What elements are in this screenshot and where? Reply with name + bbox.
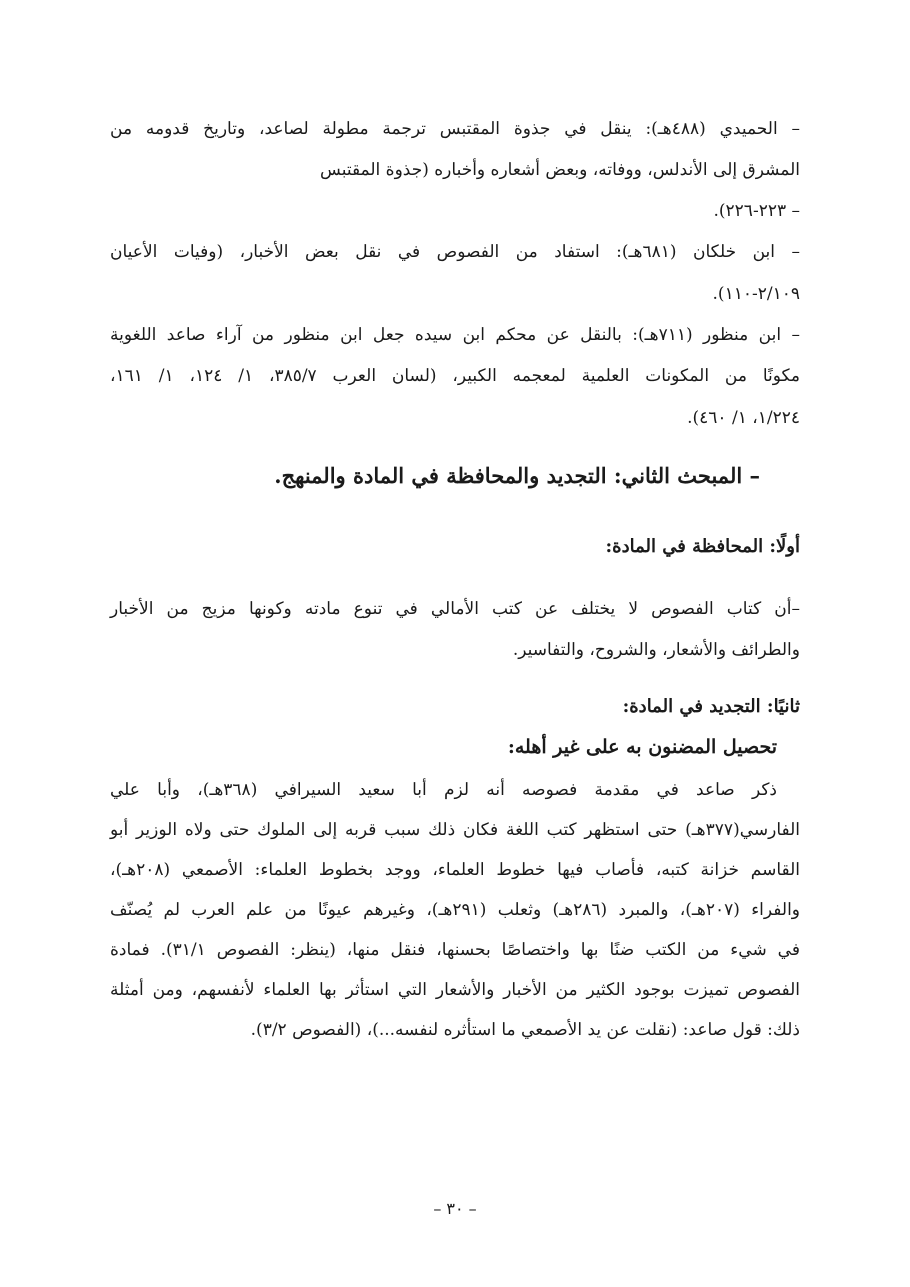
second-subheading: تحصيل المضنون به على غير أهله: (507, 736, 777, 758)
entry-humaydi-line-2: المشرق إلى الأندلس، ووفاته، وبعض أشعاره وأخباره (جذوة المقتبس (320, 160, 800, 180)
entry-ibn-manzur-line-1: – ابن منظور (٧١١هـ): بالنقل عن محكم ابن سيده جعل ابن منظور من آراء صاعد اللغوية (110, 325, 800, 345)
entry-ibn-khallikan-line-2: ٢/١٠٩-١١٠). (712, 284, 800, 304)
first-paragraph-line-2: والطرائف والأشعار، والشروح، والتفاسير. (512, 640, 800, 660)
first-paragraph-line-1: –أن كتاب الفصوص لا يختلف عن كتب الأمالي في تنوع مادته وكونها مزيج من الأخبار (110, 599, 800, 619)
entry-ibn-manzur-line-2: مكونًا من المكونات العلمية لمعجمه الكبير، (لسان العرب ٣٨٥/٧، ١/ ١٢٤، ١/ ١٦١، (110, 366, 801, 386)
second-paragraph-line-5: في شيء من الكتب ضنًا بها واختصاصًا بحسنها، فنقل منها، (ينظر: الفصوص ٣١/١). فمادة (110, 940, 800, 960)
second-heading: ثانيًا: التجديد في المادة: (622, 696, 800, 717)
second-paragraph-line-3: القاسم خزانة كتبه، فأصاب فيها خطوط العلماء، ووجد بخطوط العلماء: الأصمعي (٢٠٨هـ)، (110, 860, 800, 880)
entry-ibn-manzur-line-3: ١/٢٢٤، ١/ ٤٦٠). (687, 408, 800, 428)
entry-humaydi-line-1: – الحميدي (٤٨٨هـ): ينقل في جذوة المقتبس ترجمة مطولة لصاعد، وتاريخ قدومه من (110, 119, 800, 139)
entry-ibn-khallikan-line-1: – ابن خلكان (٦٨١هـ): استفاد من الفصوص في نقل بعض الأخبار، (وفيات الأعيان (110, 242, 800, 262)
second-paragraph-line-2: الفارسي(٣٧٧هـ) حتى استظهر كتب اللغة فكان ذلك سبب قربه إلى الملوك حتى ولاه الوزير أبو (110, 820, 800, 840)
section-heading: – المبحث الثاني: التجديد والمحافظة في المادة والمنهج. (274, 463, 760, 488)
second-paragraph-line-1: ذكر صاعد في مقدمة فصوصه أنه لزم أبا سعيد السيرافي (٣٦٨هـ)، وأبا علي (110, 780, 777, 800)
first-heading: أولًا: المحافظة في المادة: (605, 536, 800, 557)
second-paragraph-line-4: والفراء (٢٠٧هـ)، والمبرد (٢٨٦هـ) وثعلب (٢٩١هـ)، وغيرهم عيونًا من علم العرب لم يُصنّف (110, 900, 800, 920)
second-paragraph-line-6: الفصوص تميزت بوجود الكثير من الأخبار والأشعار التي استأثر بها العلماء لأنفسهم، ومن أمثلة (110, 980, 800, 1000)
page-number: – ٣٠ – (433, 1199, 477, 1218)
entry-humaydi-line-3: – ٢٢٣-٢٢٦). (713, 201, 800, 221)
second-paragraph-line-7: ذلك: قول صاعد: (نقلت عن يد الأصمعي ما استأثره لنفسه...)، (الفصوص ٣/٢). (250, 1020, 800, 1040)
